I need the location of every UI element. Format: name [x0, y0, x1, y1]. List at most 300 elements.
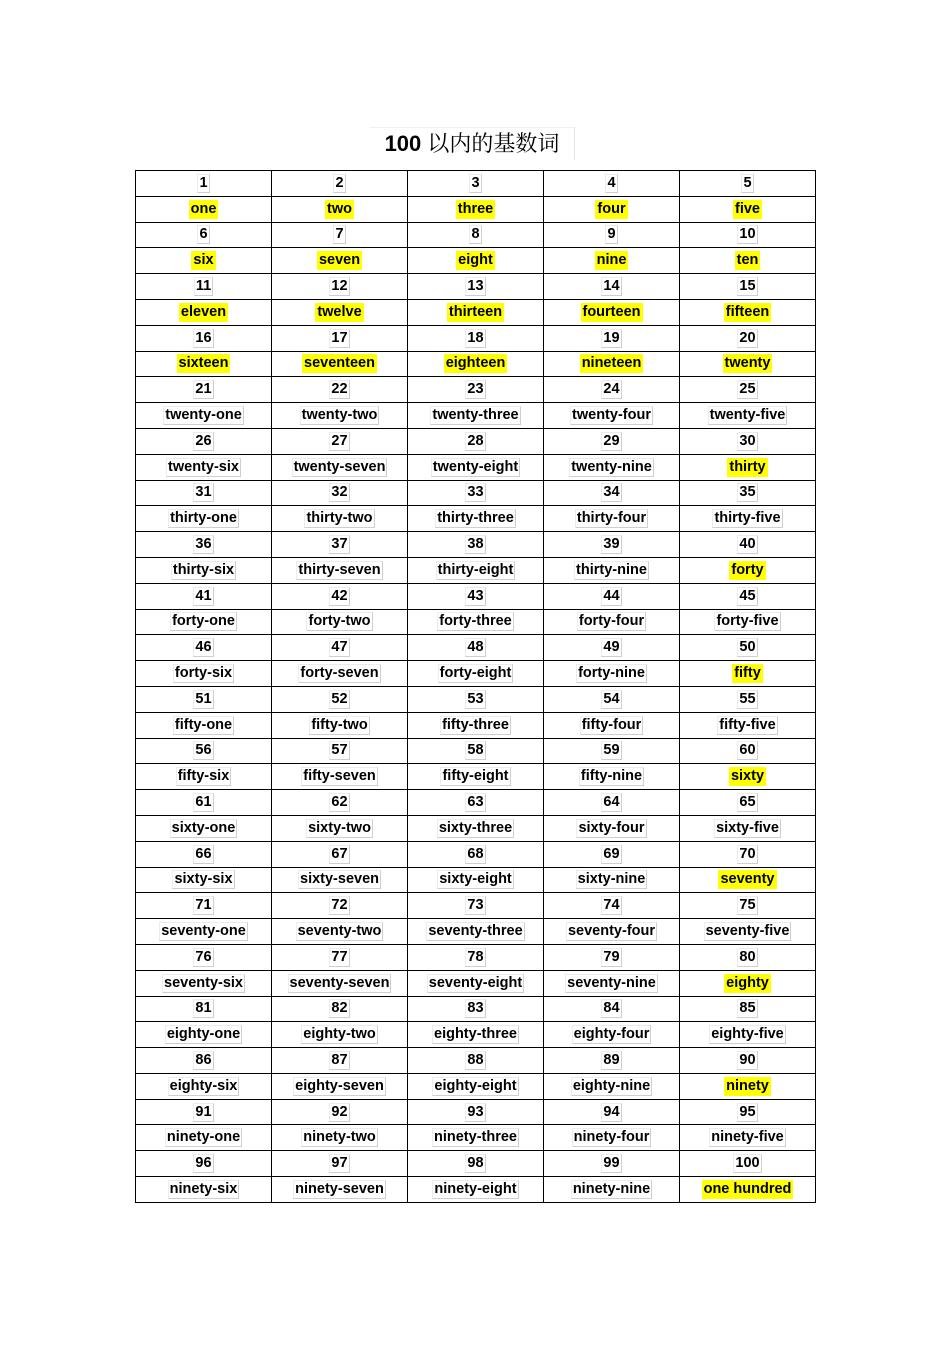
number-value: 79	[603, 948, 620, 965]
word-cell	[408, 1177, 544, 1203]
number-cell	[272, 738, 408, 764]
number-cell	[272, 686, 408, 712]
number-value: 27	[331, 432, 348, 449]
word-cell	[544, 712, 680, 738]
word-cell	[544, 351, 680, 377]
number-cell	[272, 944, 408, 970]
number-cell	[680, 274, 816, 300]
word-cell	[680, 403, 816, 429]
number-cell	[136, 222, 272, 248]
number-value: 29	[603, 432, 620, 449]
number-row	[136, 1099, 816, 1125]
word-cell	[680, 712, 816, 738]
number-value: 98	[467, 1155, 484, 1172]
number-value: 46	[195, 639, 212, 656]
number-row	[136, 841, 816, 867]
word-value: fifty-five	[719, 716, 776, 733]
number-cell	[136, 996, 272, 1022]
word-cell	[408, 764, 544, 790]
number-value: 3	[471, 174, 480, 191]
word-cell	[544, 454, 680, 480]
number-value: 23	[467, 381, 484, 398]
number-cell	[680, 171, 816, 197]
word-value: thirty-one	[170, 510, 237, 527]
word-value: forty-eight	[439, 665, 512, 682]
word-cell	[544, 764, 680, 790]
word-value: thirty-six	[172, 561, 235, 578]
word-value: ninety-five	[711, 1129, 784, 1146]
word-row	[136, 557, 816, 583]
number-cell	[136, 377, 272, 403]
word-value: eighty-nine	[572, 1077, 651, 1094]
number-value: 56	[195, 742, 212, 759]
number-row	[136, 686, 816, 712]
number-cell	[408, 1048, 544, 1074]
highlighted-word: eight	[458, 252, 493, 269]
number-value: 14	[603, 278, 620, 295]
number-value: 19	[603, 329, 620, 346]
word-value: seventy-six	[164, 974, 243, 991]
number-value: 44	[603, 587, 620, 604]
word-cell	[408, 712, 544, 738]
word-cell	[136, 661, 272, 687]
number-cell	[544, 583, 680, 609]
number-cell	[272, 635, 408, 661]
number-cell	[680, 996, 816, 1022]
number-cell	[680, 1099, 816, 1125]
word-value: thirty-five	[714, 510, 781, 527]
word-row	[136, 299, 816, 325]
word-value: sixty-six	[174, 871, 233, 888]
word-value: fifty-four	[581, 716, 642, 733]
number-value: 25	[739, 381, 756, 398]
word-row	[136, 403, 816, 429]
word-value: thirty-four	[576, 510, 647, 527]
number-value: 57	[331, 742, 348, 759]
number-cell	[544, 532, 680, 558]
number-cell	[680, 1048, 816, 1074]
word-cell	[272, 1073, 408, 1099]
highlighted-word: thirty	[729, 458, 766, 475]
word-cell	[272, 351, 408, 377]
word-value: sixty-five	[716, 819, 779, 836]
number-value: 60	[739, 742, 756, 759]
number-row	[136, 222, 816, 248]
number-cell	[272, 790, 408, 816]
word-value: ninety-eight	[434, 1180, 517, 1197]
highlighted-word: sixty	[730, 768, 765, 785]
word-cell	[136, 712, 272, 738]
word-cell	[544, 299, 680, 325]
number-cell	[408, 790, 544, 816]
number-row	[136, 1048, 816, 1074]
number-value: 28	[467, 432, 484, 449]
number-value: 48	[467, 639, 484, 656]
number-cell	[680, 686, 816, 712]
number-value: 69	[603, 845, 620, 862]
number-cell	[544, 428, 680, 454]
number-cell	[408, 841, 544, 867]
number-value: 67	[331, 845, 348, 862]
number-value: 72	[331, 897, 348, 914]
word-value: forty-seven	[300, 665, 379, 682]
number-cell	[136, 480, 272, 506]
word-value: eighty-three	[434, 1026, 517, 1043]
word-value: sixty-seven	[300, 871, 379, 888]
highlighted-word: six	[193, 252, 214, 269]
number-row	[136, 428, 816, 454]
number-cell	[544, 841, 680, 867]
number-row	[136, 996, 816, 1022]
number-value: 18	[467, 329, 484, 346]
number-cell	[136, 944, 272, 970]
title-text: 以内的基数词	[427, 132, 560, 157]
number-value: 62	[331, 794, 348, 811]
word-cell	[408, 248, 544, 274]
word-value: sixty-two	[308, 819, 371, 836]
word-value: seventy-eight	[428, 974, 523, 991]
number-value: 89	[603, 1051, 620, 1068]
word-cell	[136, 196, 272, 222]
number-cell	[408, 583, 544, 609]
word-value: eighty-six	[169, 1077, 238, 1094]
word-cell	[680, 867, 816, 893]
word-cell	[136, 867, 272, 893]
word-value: seventy-three	[428, 923, 523, 939]
number-value: 61	[195, 794, 212, 811]
highlighted-word: fourteen	[582, 303, 641, 320]
number-value: 16	[195, 329, 212, 346]
number-cell	[544, 274, 680, 300]
word-cell	[272, 506, 408, 532]
word-cell	[408, 1125, 544, 1151]
number-cell	[272, 377, 408, 403]
word-cell	[272, 970, 408, 996]
number-row	[136, 171, 816, 197]
number-cell	[272, 1151, 408, 1177]
number-value: 8	[471, 226, 480, 243]
number-cell	[272, 996, 408, 1022]
number-row	[136, 738, 816, 764]
number-value: 73	[467, 897, 484, 914]
number-value: 10	[739, 226, 756, 243]
number-cell	[408, 377, 544, 403]
number-value: 47	[331, 639, 348, 656]
word-row	[136, 609, 816, 635]
number-cell	[680, 893, 816, 919]
number-value: 4	[607, 174, 616, 191]
word-cell	[680, 1073, 816, 1099]
number-value: 41	[195, 587, 212, 604]
word-value: ninety-two	[303, 1129, 376, 1146]
word-value: thirty-nine	[576, 561, 647, 578]
number-words-table	[135, 170, 816, 1203]
number-value: 49	[603, 639, 620, 656]
word-value: eighty-five	[711, 1026, 784, 1043]
number-cell	[544, 686, 680, 712]
number-cell	[272, 480, 408, 506]
number-cell	[544, 1099, 680, 1125]
number-cell	[136, 738, 272, 764]
word-cell	[408, 506, 544, 532]
word-row	[136, 248, 816, 274]
word-cell	[408, 815, 544, 841]
word-value: fifty-three	[442, 716, 509, 733]
word-cell	[680, 970, 816, 996]
highlighted-word: eighteen	[445, 355, 506, 372]
word-value: eighty-eight	[434, 1077, 517, 1094]
number-value: 40	[739, 536, 756, 553]
word-value: seventy-one	[161, 923, 246, 939]
word-value: fifty-eight	[442, 768, 509, 785]
number-cell	[544, 635, 680, 661]
word-cell	[680, 609, 816, 635]
number-cell	[136, 1151, 272, 1177]
number-value: 95	[739, 1103, 756, 1120]
word-cell	[544, 557, 680, 583]
word-value: forty-five	[716, 613, 779, 630]
word-cell	[272, 248, 408, 274]
word-cell	[408, 1073, 544, 1099]
word-value: forty-six	[174, 665, 233, 682]
word-row	[136, 970, 816, 996]
word-cell	[136, 1125, 272, 1151]
highlighted-word: ten	[736, 252, 759, 269]
number-row	[136, 480, 816, 506]
word-row	[136, 196, 816, 222]
number-cell	[136, 583, 272, 609]
number-value: 96	[195, 1155, 212, 1172]
word-cell	[408, 403, 544, 429]
number-cell	[408, 635, 544, 661]
number-cell	[408, 171, 544, 197]
number-row	[136, 893, 816, 919]
word-cell	[136, 557, 272, 583]
word-cell	[408, 970, 544, 996]
word-value: sixty-nine	[577, 871, 646, 888]
word-value: ninety-seven	[295, 1180, 384, 1197]
word-row	[136, 1022, 816, 1048]
number-cell	[136, 635, 272, 661]
number-value: 32	[331, 484, 348, 501]
highlighted-word: twelve	[317, 303, 362, 320]
word-value: twenty-seven	[293, 458, 386, 475]
word-cell	[680, 764, 816, 790]
number-value: 86	[195, 1051, 212, 1068]
number-row	[136, 944, 816, 970]
word-value: eighty-four	[573, 1026, 650, 1043]
word-cell	[136, 764, 272, 790]
number-cell	[136, 893, 272, 919]
number-value: 84	[603, 1000, 620, 1017]
number-value: 85	[739, 1000, 756, 1017]
word-cell	[136, 403, 272, 429]
number-value: 15	[739, 278, 756, 295]
word-cell	[408, 867, 544, 893]
word-value: eighty-two	[303, 1026, 376, 1043]
number-value: 87	[331, 1051, 348, 1068]
number-value: 68	[467, 845, 484, 862]
number-cell	[272, 171, 408, 197]
word-cell	[680, 661, 816, 687]
highlighted-word: seventy	[720, 871, 775, 888]
word-cell	[680, 557, 816, 583]
highlighted-word: fifteen	[725, 303, 770, 320]
word-row	[136, 919, 816, 945]
word-cell	[136, 1177, 272, 1203]
number-cell	[680, 738, 816, 764]
number-value: 100	[735, 1155, 760, 1172]
number-value: 66	[195, 845, 212, 862]
number-value: 20	[739, 329, 756, 346]
word-cell	[544, 609, 680, 635]
number-cell	[544, 738, 680, 764]
word-row	[136, 661, 816, 687]
number-cell	[680, 480, 816, 506]
word-value: seventy-seven	[289, 974, 390, 991]
number-value: 45	[739, 587, 756, 604]
word-cell	[680, 196, 816, 222]
word-cell	[272, 299, 408, 325]
word-row	[136, 712, 816, 738]
word-cell	[272, 454, 408, 480]
number-cell	[136, 171, 272, 197]
word-value: twenty-four	[572, 407, 651, 424]
number-value: 64	[603, 794, 620, 811]
number-value: 78	[467, 948, 484, 965]
number-value: 99	[603, 1155, 620, 1172]
number-cell	[136, 1099, 272, 1125]
number-value: 91	[195, 1103, 212, 1120]
word-row	[136, 867, 816, 893]
number-value: 24	[603, 381, 620, 398]
number-value: 65	[739, 794, 756, 811]
number-value: 76	[195, 948, 212, 965]
number-value: 93	[467, 1103, 484, 1120]
number-value: 33	[467, 484, 484, 501]
word-cell	[136, 970, 272, 996]
number-cell	[272, 325, 408, 351]
number-cell	[136, 790, 272, 816]
number-cell	[272, 893, 408, 919]
number-value: 81	[195, 1000, 212, 1017]
number-value: 58	[467, 742, 484, 759]
word-value: twenty-two	[301, 407, 378, 424]
word-cell	[136, 299, 272, 325]
word-cell	[272, 557, 408, 583]
number-value: 17	[331, 329, 348, 346]
word-cell	[272, 919, 408, 945]
number-value: 70	[739, 845, 756, 862]
word-cell	[272, 1125, 408, 1151]
number-value: 51	[195, 690, 212, 707]
number-value: 38	[467, 536, 484, 553]
highlighted-word: one hundred	[703, 1180, 792, 1197]
word-value: forty-four	[578, 613, 645, 630]
number-cell	[680, 325, 816, 351]
word-cell	[272, 609, 408, 635]
word-cell	[544, 1125, 680, 1151]
word-cell	[272, 1022, 408, 1048]
word-cell	[544, 970, 680, 996]
number-value: 82	[331, 1000, 348, 1017]
word-value: sixty-three	[438, 819, 513, 836]
word-row	[136, 764, 816, 790]
number-cell	[136, 1048, 272, 1074]
number-cell	[136, 686, 272, 712]
number-cell	[680, 222, 816, 248]
word-cell	[272, 764, 408, 790]
word-value: seventy-two	[297, 923, 382, 939]
number-value: 22	[331, 381, 348, 398]
highlighted-word: eleven	[180, 303, 227, 320]
word-cell	[136, 248, 272, 274]
number-cell	[136, 532, 272, 558]
word-cell	[680, 299, 816, 325]
number-value: 97	[331, 1155, 348, 1172]
number-cell	[544, 944, 680, 970]
word-row	[136, 1073, 816, 1099]
word-value: twenty-eight	[432, 458, 519, 475]
number-value: 31	[195, 484, 212, 501]
number-cell	[272, 841, 408, 867]
word-value: twenty-five	[709, 407, 786, 424]
number-cell	[680, 532, 816, 558]
word-cell	[408, 299, 544, 325]
number-value: 77	[331, 948, 348, 965]
highlighted-word: eighty	[726, 974, 769, 991]
number-value: 92	[331, 1103, 348, 1120]
word-value: fifty-nine	[580, 768, 643, 785]
number-cell	[680, 377, 816, 403]
word-value: seventy-four	[567, 923, 656, 939]
number-cell	[680, 635, 816, 661]
word-cell	[272, 867, 408, 893]
word-value: forty-two	[308, 613, 371, 630]
highlighted-word: two	[327, 200, 352, 217]
number-value: 9	[607, 226, 616, 243]
word-cell	[544, 815, 680, 841]
word-cell	[272, 712, 408, 738]
number-value: 75	[739, 897, 756, 914]
number-row	[136, 583, 816, 609]
highlighted-word: one	[190, 200, 217, 217]
word-value: sixty-one	[171, 819, 236, 836]
word-value: fifty-six	[177, 768, 230, 785]
number-cell	[544, 790, 680, 816]
word-cell	[408, 454, 544, 480]
number-cell	[408, 325, 544, 351]
number-cell	[544, 377, 680, 403]
number-value: 71	[195, 897, 212, 914]
word-cell	[680, 506, 816, 532]
number-value: 30	[739, 432, 756, 449]
word-cell	[272, 403, 408, 429]
word-cell	[680, 248, 816, 274]
highlighted-word: twenty	[724, 355, 771, 372]
number-value: 54	[603, 690, 620, 707]
word-cell	[136, 609, 272, 635]
word-cell	[408, 196, 544, 222]
number-value: 80	[739, 948, 756, 965]
word-cell	[544, 1073, 680, 1099]
highlighted-word: seven	[318, 252, 361, 269]
word-value: ninety-one	[166, 1129, 241, 1146]
word-value: thirty-eight	[437, 561, 514, 578]
number-cell	[408, 893, 544, 919]
word-cell	[544, 1022, 680, 1048]
word-value: twenty-one	[165, 407, 242, 424]
